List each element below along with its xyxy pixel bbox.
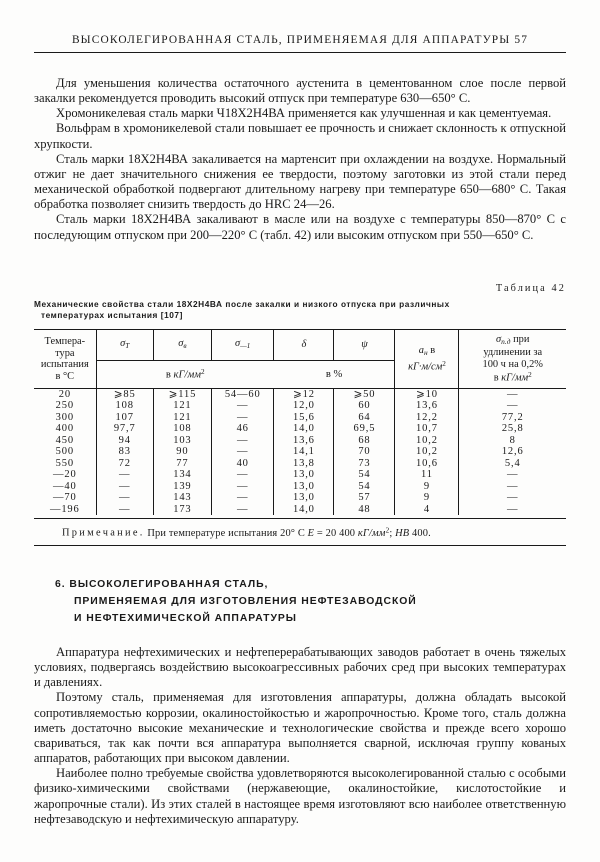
column-sigma-pd <box>459 389 566 515</box>
table-cell: 13,6 <box>293 434 315 446</box>
column-an <box>395 389 459 515</box>
table-cell: 108 <box>115 400 134 412</box>
table-cell: — <box>119 503 131 515</box>
section-heading <box>55 576 555 628</box>
paragraph: Поэтому сталь, применяемая для изготовления аппаратуры, должна обладать высокой сопротивляемостью коррозии, окалиностойкостью и жаропрочностью. Кроме того, сталь должна иметь достаточно высокие механические и технологические свойства и прежде всего хорошо свариваться, так как почти вся аппаратура выполняется сварной, исключая группу кованых аппаратов, работающих при высоком давлении. <box>34 690 566 766</box>
table-cell: —20 <box>53 469 77 481</box>
paragraph: Для уменьшения количества остаточного аустенита в цементованном слое после первой закалки рекомендуется проводить высокий отпуск при температуре 630—650° С. <box>34 76 566 106</box>
table-title-line1: Механические свойства стали 18Х2Н4ВА после закалки и низкого отпуска при различных <box>34 299 450 309</box>
table-cell: 72 <box>118 457 131 469</box>
table-cell: 94 <box>118 434 131 446</box>
table-cell: 400 <box>55 423 74 435</box>
paragraph: Вольфрам в хромоникелевой стали повышает ее прочность и снижает склонность к отпускной хрупкости. <box>34 121 566 151</box>
table-cell: 10,2 <box>416 434 438 446</box>
table-cell: ⩾115 <box>168 389 197 400</box>
table-cell: — <box>507 389 519 400</box>
table-cell: 550 <box>55 457 74 469</box>
header-sigma-minus1: $\sigma_{—1}$ <box>212 330 274 360</box>
column-temperature <box>34 389 96 515</box>
table-note <box>34 518 566 546</box>
table-cell: ⩾50 <box>353 389 376 400</box>
table-cell: —70 <box>53 492 77 504</box>
table-cell: 10,2 <box>416 446 438 458</box>
table-cell: 40 <box>236 457 249 469</box>
body-text-top <box>34 76 566 243</box>
table-cell: 14,1 <box>293 446 315 458</box>
table-cell: — <box>507 503 519 515</box>
section-heading-line2: ПРИМЕНЯЕМАЯ ДЛЯ ИЗГОТОВЛЕНИЯ НЕФТЕЗАВОДСКОЙ <box>74 596 417 608</box>
table-cell: 57 <box>358 492 371 504</box>
table-cell: 13,0 <box>293 480 315 492</box>
table-cell: ⩾85 <box>113 389 136 400</box>
section-heading-line1: 6. ВЫСОКОЛЕГИРОВАННАЯ СТАЛЬ, <box>55 579 269 590</box>
paragraph: Аппаратура нефтехимических и нефтеперерабатывающих заводов работает в очень тяжелых условиях, подвергаясь воздействию высокоагрессивных рабочих сред при высоких температурах и давлениях. <box>34 645 566 690</box>
table-cell: 10,6 <box>416 457 438 469</box>
column-sigma-t <box>96 389 153 515</box>
table-title-line2: температурах испытания [107] <box>41 309 183 320</box>
note-body: При температуре испытания 20° С E = 20 400 $кГ/мм^2$; HB 400. <box>147 526 431 539</box>
table-cell: 77,2 <box>501 411 524 423</box>
section-heading-line3: И НЕФТЕХИМИЧЕСКОЙ АППАРАТУРЫ <box>74 613 297 625</box>
body-text-bottom <box>34 645 566 827</box>
table-cell: — <box>507 492 519 504</box>
table-cell: 13,0 <box>293 492 315 504</box>
table-cell: 68 <box>358 434 371 446</box>
table-cell: 108 <box>173 423 192 435</box>
table-cell: 121 <box>173 411 192 423</box>
note-text-line <box>34 519 566 545</box>
table-cell: ⩾10 <box>416 389 438 400</box>
table-cell: 25,8 <box>501 423 524 435</box>
table-cell: —40 <box>53 480 77 492</box>
table-cell: 14,0 <box>293 423 315 435</box>
table-cell: 83 <box>118 446 131 458</box>
table-title <box>34 299 558 320</box>
table-data-rows <box>34 389 566 515</box>
table-cell: 11 <box>421 469 433 481</box>
header-psi: ψ <box>334 330 395 360</box>
table-cell: 8 <box>509 434 516 446</box>
table-cell: 10,7 <box>416 423 438 435</box>
table-cell: — <box>237 469 249 481</box>
running-head-text: ВЫСОКОЛЕГИРОВАННАЯ СТАЛЬ, ПРИМЕНЯЕМАЯ ДЛЯ АППАРАТУРЫ <box>71 34 511 46</box>
table-cell: 121 <box>173 400 192 412</box>
table-cell: — <box>237 480 249 492</box>
table-cell: 13,8 <box>293 457 315 469</box>
table-cell: 15,6 <box>293 411 315 423</box>
paragraph: Сталь марки 18Х2Н4ВА закаливают в масле или на воздухе с температуры 850—870° С с последующим отпуском при 200—220° С (табл. 42) или высоким отпуском при 550—650° С. <box>34 212 566 242</box>
table-cell: 103 <box>173 434 192 446</box>
table-cell: — <box>237 411 249 423</box>
table-cell: 9 <box>423 480 430 492</box>
table-cell: 73 <box>358 457 371 469</box>
table-cell: — <box>237 503 249 515</box>
header-sigma-t: $\sigma_Т$ <box>96 330 153 360</box>
table-number-label: Таблица 42 <box>495 283 566 294</box>
table-cell: 4 <box>423 503 430 515</box>
table-cell: 5,4 <box>504 457 521 469</box>
table-cell: 70 <box>358 446 371 458</box>
header-temperature: Темпера- тура испытания в °С <box>34 330 96 389</box>
table-cell: 14,0 <box>293 503 315 515</box>
column-sigma-minus1 <box>212 389 274 515</box>
table-cell: 12,6 <box>501 446 524 458</box>
header-an: $a_н$ в $кГ\cdot м/см^2$ <box>395 330 459 389</box>
mechanical-properties-table <box>34 329 566 515</box>
table-cell: 139 <box>173 480 192 492</box>
table-cell: 20 <box>58 389 71 400</box>
header-sigma-v: $\sigma_в$ <box>153 330 211 360</box>
column-psi <box>334 389 395 515</box>
table-cell: 173 <box>173 503 192 515</box>
table-cell: — <box>507 400 519 412</box>
paragraph: Наиболее полно требуемые свойства удовлетворяются высоколегированной сталью с особыми физико-химическими свойствами (нержавеющие, окалиностойкие, кислотостойкие и жаропрочные стали). Из этих сталей в настоящее время изготовляют всю наиболее ответственную нефтезаводскую и нефтехимическую аппаратуру. <box>34 766 566 826</box>
table-cell: ⩾12 <box>292 389 315 400</box>
table-cell: —196 <box>49 503 80 515</box>
table-cell: — <box>237 492 249 504</box>
table-cell: 500 <box>55 446 74 458</box>
page-number: 57 <box>514 34 529 46</box>
table-cell: 143 <box>173 492 192 504</box>
table-cell: 77 <box>176 457 189 469</box>
table-cell: 450 <box>55 434 74 446</box>
table-cell: — <box>237 446 249 458</box>
table-cell: 64 <box>358 411 371 423</box>
table-cell: 134 <box>173 469 192 481</box>
table-cell: 48 <box>358 503 371 515</box>
table-cell: 97,7 <box>113 423 136 435</box>
table-cell: 13,6 <box>416 400 438 412</box>
table-cell: 90 <box>176 446 189 458</box>
column-delta <box>274 389 334 515</box>
table-cell: 54 <box>358 480 371 492</box>
table-cell: 54—60 <box>224 389 261 400</box>
running-head <box>34 34 566 46</box>
table-header-row-1 <box>34 330 566 360</box>
table-cell: 12,2 <box>416 411 438 423</box>
table-cell: — <box>507 469 519 481</box>
table-cell: 12,0 <box>293 400 315 412</box>
note-label: Примечание. <box>62 527 145 539</box>
table-cell: 250 <box>55 400 74 412</box>
table-cell: — <box>119 469 131 481</box>
table-cell: — <box>119 480 131 492</box>
paragraph: Хромоникелевая сталь марки Ч18Х2Н4ВА применяется как улучшенная и как цементуемая. <box>56 106 552 121</box>
table-cell: 69,5 <box>353 423 376 435</box>
table-cell: — <box>119 492 131 504</box>
table-cell: 13,0 <box>293 469 315 481</box>
table-cell: — <box>237 400 249 412</box>
header-delta: δ <box>274 330 334 360</box>
header-unit-kgmm2: в $кГ/мм^2$ <box>96 360 274 388</box>
paragraph: Сталь марки 18Х2Н4ВА закаливается на мартенсит при охлаждении на воздухе. Нормальный отжиг не дает значительного снижения ее твердости, поэтому заготовки из этой стали перед механической обработкой подвергают длительному нагреву при температуре 650—680° С. Такая обработка позволяет снизить твердость до HRC 24—26. <box>34 151 566 212</box>
table-cell: 46 <box>236 423 249 435</box>
table-cell: 60 <box>358 400 371 412</box>
table-cell: 300 <box>55 411 74 423</box>
header-rule <box>34 52 566 53</box>
table-cell: — <box>237 434 249 446</box>
table-cell: 54 <box>358 469 371 481</box>
column-sigma-v <box>153 389 211 515</box>
header-sigma-pd: $\sigma_{п.д}$ при удлинении за 100 ч на 0,2% в $кГ/мм^2$ <box>482 333 543 384</box>
table-cell: 107 <box>115 411 134 423</box>
note-rule-bottom <box>34 545 566 546</box>
table-cell: 9 <box>423 492 430 504</box>
table-cell: — <box>507 480 519 492</box>
header-unit-percent: в % <box>274 360 395 388</box>
